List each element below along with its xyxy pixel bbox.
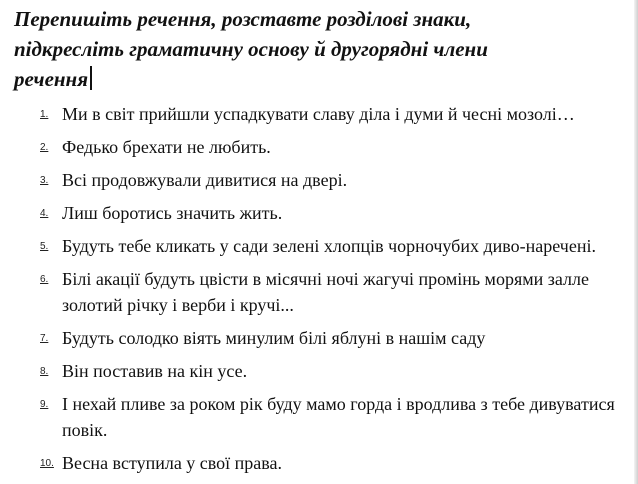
list-item bbox=[40, 391, 620, 443]
list-item-text: І нехай пливе за роком рік буду мамо горда і вродлива з тебе дивуватися повік. bbox=[62, 394, 615, 440]
list-item bbox=[40, 134, 620, 160]
list-item-number: 10. bbox=[40, 458, 54, 469]
list-item bbox=[40, 358, 620, 384]
slide-edge-shadow bbox=[634, 0, 638, 484]
list-item-text: Лиш боротись значить жить. bbox=[62, 203, 283, 223]
list-item-number: 1. bbox=[40, 109, 49, 120]
list-item-text: Він поставив на кін усе. bbox=[62, 361, 248, 381]
list-item bbox=[40, 325, 620, 351]
list-item-text: Всі продовжували дивитися на двері. bbox=[62, 170, 348, 190]
list-item bbox=[40, 167, 620, 193]
list-item-text: Білі акації будуть цвісти в місячні ночі жагучі промінь морями залле золотий річку і верби і кручі... bbox=[62, 269, 589, 315]
list-item-number: 4. bbox=[40, 208, 49, 219]
list-item bbox=[40, 200, 620, 226]
list-item-text: Федько брехати не любить. bbox=[62, 137, 271, 157]
list-item-number: 3. bbox=[40, 175, 49, 186]
list-item bbox=[40, 101, 620, 127]
list-item-number: 6. bbox=[40, 274, 49, 285]
list-item bbox=[40, 233, 620, 259]
text-cursor bbox=[90, 66, 92, 90]
list-item-text: Будуть солодко віять минулим білі яблуні в нашім саду bbox=[62, 328, 486, 348]
list-item-text: Будуть тебе кликать у сади зелені хлопців чорночубих диво-наречені. bbox=[62, 236, 596, 256]
list-item-text: Ми в світ прийшли успадкувати славу діла і думи й чесні мозолі… bbox=[62, 104, 575, 124]
task-instruction-line-2: підкресліть граматичну основу й другорядні члени bbox=[14, 37, 488, 61]
list-item-number: 2. bbox=[40, 142, 49, 153]
list-item-number: 5. bbox=[40, 241, 49, 252]
list-item bbox=[40, 266, 620, 318]
sentence-list bbox=[40, 101, 620, 483]
list-item-number: 9. bbox=[40, 399, 49, 410]
task-instruction-line-3: речення bbox=[14, 67, 89, 91]
list-item bbox=[40, 450, 620, 476]
list-item-text: Весна вступила у свої права. bbox=[62, 453, 283, 473]
list-item-number: 8. bbox=[40, 366, 49, 377]
task-instruction bbox=[14, 4, 614, 94]
list-item-number: 7. bbox=[40, 333, 49, 344]
task-instruction-line-1: Перепишіть речення, розставте розділові знаки, bbox=[14, 7, 472, 31]
